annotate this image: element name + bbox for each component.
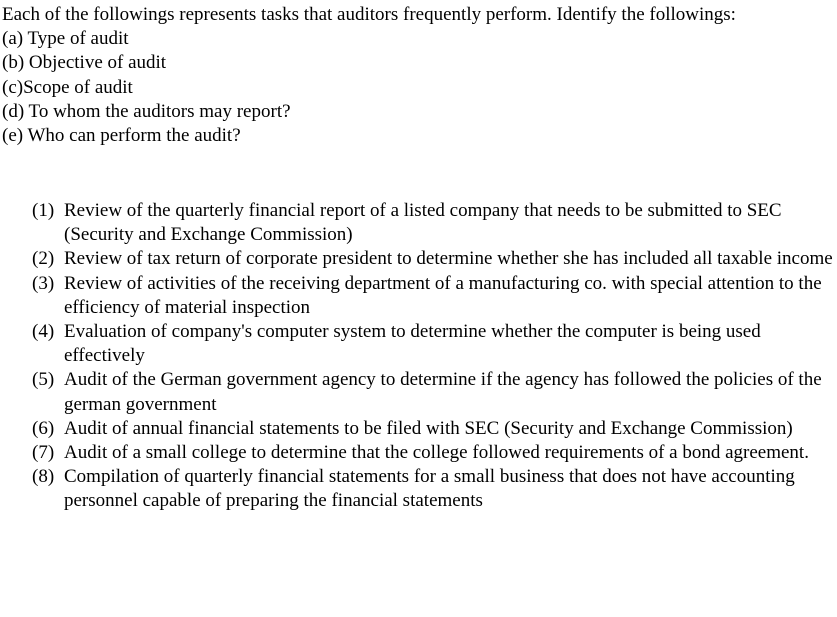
- task-item-6: [32, 417, 835, 441]
- task-text: Compilation of quarterly financial statements for a small business that does not have accounting personnel capable of preparing the financial statements: [64, 466, 795, 512]
- question-d: (d) To whom the auditors may report?: [2, 100, 291, 122]
- question-e: (e) Who can perform the audit?: [2, 125, 241, 147]
- task-number: (5): [32, 369, 55, 391]
- task-number: (7): [32, 442, 55, 464]
- question-a: (a) Type of audit: [2, 28, 129, 50]
- task-text: Audit of a small college to determine that the college followed requirements of a bond agreement.: [64, 442, 809, 464]
- task-text: Review of activities of the receiving department of a manufacturing co. with special attention to the efficiency of material inspection: [64, 272, 822, 318]
- task-text: Audit of the German government agency to determine if the agency has followed the policies of the german government: [64, 369, 822, 415]
- task-number: (1): [32, 200, 55, 221]
- question-b: (b) Objective of audit: [2, 52, 167, 74]
- intro-heading: Each of the followings represents tasks that auditors frequently perform. Identify the followings:: [2, 4, 736, 25]
- task-text: Review of tax return of corporate president to determine whether she has included all taxable income: [64, 248, 833, 270]
- task-item-8: [32, 465, 835, 513]
- task-text: Review of the quarterly financial report of a listed company that needs to be submitted to SEC (Security and Exchange Commission): [64, 200, 782, 246]
- task-item-5: [32, 368, 835, 416]
- task-text: Audit of annual financial statements to be filed with SEC (Security and Exchange Commission): [64, 417, 793, 439]
- document: [2, 3, 835, 512]
- task-item-4: [32, 320, 835, 368]
- task-item-7: [32, 441, 835, 465]
- question-c: (c)Scope of audit: [2, 76, 133, 98]
- task-number: (3): [32, 272, 55, 294]
- task-item-2: [32, 247, 835, 271]
- task-number: (2): [32, 248, 55, 270]
- task-number: (8): [32, 466, 55, 488]
- task-item-1: [32, 199, 835, 247]
- task-number: (6): [32, 417, 55, 439]
- task-list: [32, 199, 835, 514]
- task-number: (4): [32, 321, 55, 343]
- intro-section: [2, 3, 835, 148]
- task-item-3: [32, 272, 835, 320]
- task-text: Evaluation of company's computer system to determine whether the computer is being used effectively: [64, 321, 761, 367]
